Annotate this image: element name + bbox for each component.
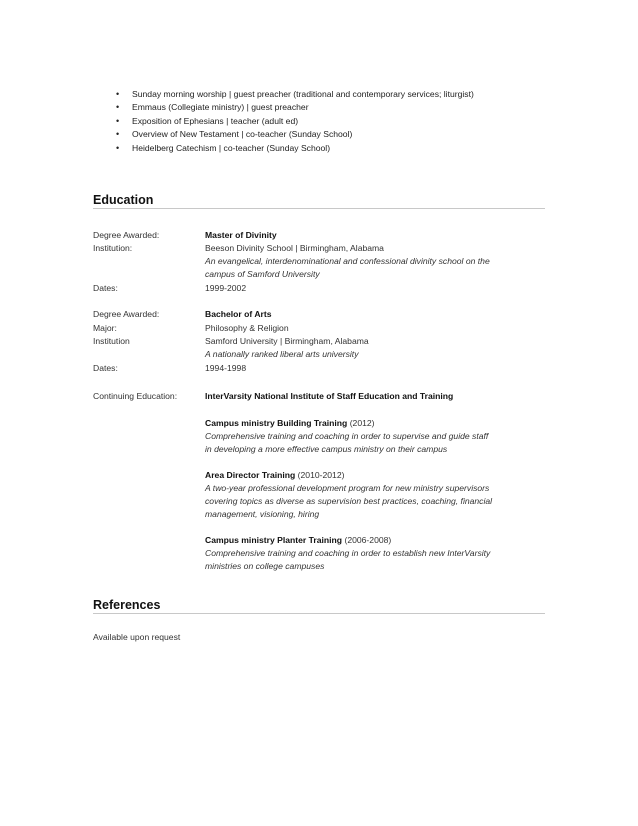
training-description-line: Comprehensive training and coaching in order to supervise and guide staff <box>205 431 489 441</box>
mdiv-dates: 1999-2002 <box>205 283 247 293</box>
training-years: (2006-2008) <box>344 535 392 545</box>
references-heading: References <box>93 598 161 612</box>
ba-institution-label: Institution <box>93 336 130 346</box>
mdiv-note-line-1: An evangelical, interdenominational and confessional divinity school on the <box>205 256 490 266</box>
training-years: (2010-2012) <box>297 470 345 480</box>
education-divider <box>93 208 545 209</box>
ba-degree-label: Degree Awarded: <box>93 309 160 319</box>
mdiv-dates-label: Dates: <box>93 283 118 293</box>
list-item: • Overview of New Testament | co-teacher (Sunday School) <box>116 128 474 141</box>
ba-institution: Samford University | Birmingham, Alabama <box>205 336 369 346</box>
mdiv-degree: Master of Divinity <box>205 230 277 240</box>
training-heading <box>205 534 545 547</box>
ba-note: A nationally ranked liberal arts university <box>205 349 359 359</box>
ba-major: Philosophy & Religion <box>205 323 289 333</box>
list-item: • Exposition of Ephesians | teacher (adult ed) <box>116 115 474 128</box>
continuing-education-program: InterVarsity National Institute of Staff Education and Training <box>205 391 454 401</box>
training-description-line: Comprehensive training and coaching in order to establish new InterVarsity <box>205 548 491 558</box>
mdiv-degree-label: Degree Awarded: <box>93 230 160 240</box>
training-description-line: management, visioning, hiring <box>205 509 320 519</box>
mdiv-institution-label: Institution: <box>93 243 133 253</box>
ba-dates: 1994-1998 <box>205 363 247 373</box>
training-heading <box>205 417 545 430</box>
ministry-bullet-list <box>116 88 474 155</box>
ba-dates-label: Dates: <box>93 363 118 373</box>
list-item: • Emmaus (Collegiate ministry) | guest preacher <box>116 101 474 114</box>
training-description-line: ministries on college campuses <box>205 561 325 571</box>
training-description-line: A two-year professional development program for new ministry supervisors <box>205 483 490 493</box>
training-name: Area Director Training <box>205 470 296 480</box>
continuing-education-label: Continuing Education: <box>93 391 178 401</box>
training-years: (2012) <box>349 418 375 428</box>
ba-major-label: Major: <box>93 323 117 333</box>
mdiv-institution: Beeson Divinity School | Birmingham, Alabama <box>205 243 384 253</box>
ba-degree: Bachelor of Arts <box>205 309 272 319</box>
list-item: • Heidelberg Catechism | co-teacher (Sunday School) <box>116 142 474 155</box>
training-description-line: covering topics as diverse as supervision best practices, coaching, financial <box>205 496 493 506</box>
training-description-line: in developing a more effective campus ministry on their campus <box>205 444 448 454</box>
training-name: Campus ministry Planter Training <box>205 535 343 545</box>
references-divider <box>93 613 545 614</box>
education-heading: Education <box>93 193 154 207</box>
references-text: Available upon request <box>93 632 181 642</box>
training-heading <box>205 469 545 482</box>
training-name: Campus ministry Building Training <box>205 418 348 428</box>
mdiv-note-line-2: campus of Samford University <box>205 269 320 279</box>
list-item: • Sunday morning worship | guest preacher (traditional and contemporary services; liturgist) <box>116 88 474 101</box>
